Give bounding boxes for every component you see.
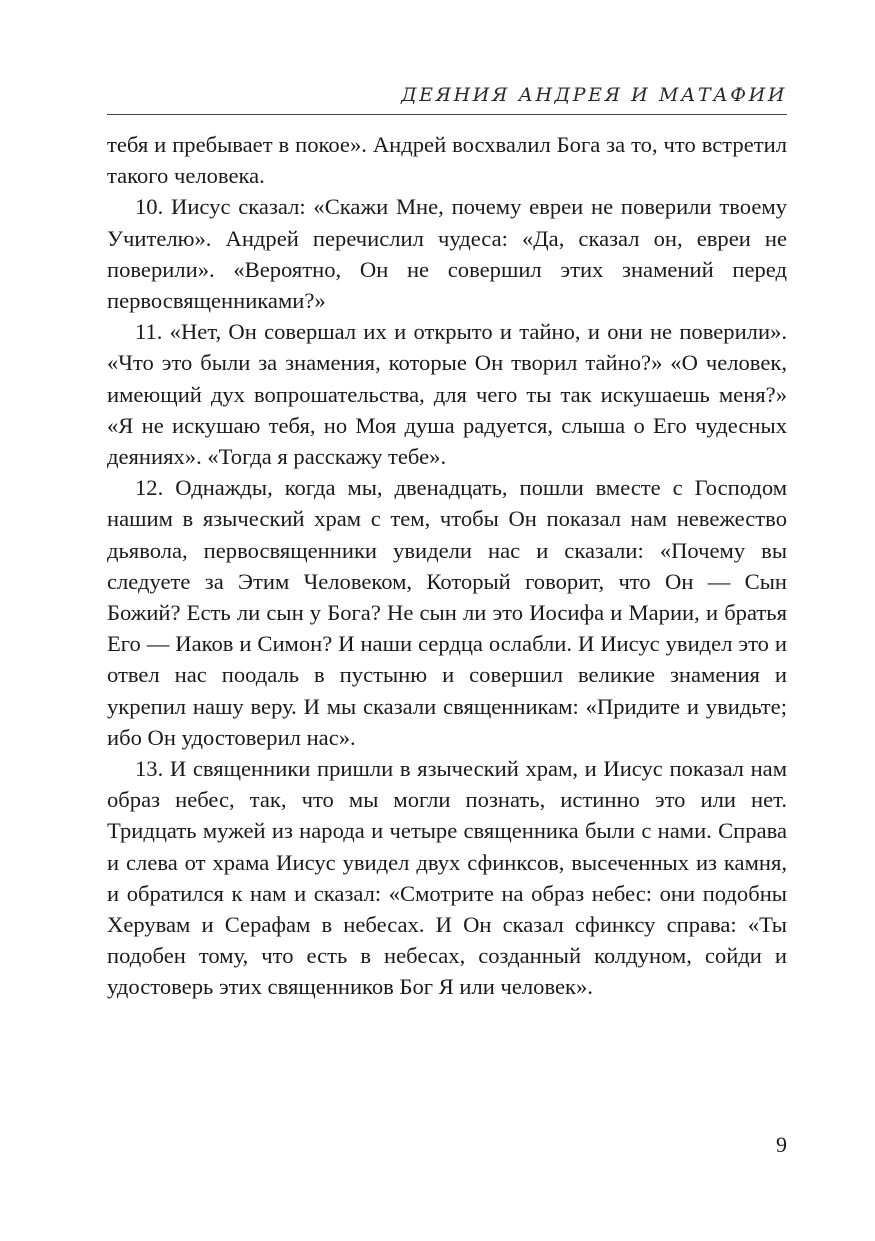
paragraph-10: 10. Иисус сказал: «Скажи Мне, почему евреи не поверили твоему Учителю». Андрей перечислил чудеса: «Да, сказал он, евреи не поверили». «Вероятно, Он не совершил этих знамений перед первосвященниками?»	[107, 194, 787, 314]
page-number: 9	[776, 1132, 787, 1157]
header-rule	[107, 114, 787, 115]
running-head-title: ДЕЯНИЯ АНДРЕЯ И МАТАФИИ	[401, 84, 787, 106]
paragraph-13: 13. И священники пришли в языческий храм, и Иисус показал нам образ небес, так, что мы могли познать, истинно это или нет. Тридцать мужей из народа и четыре священника были с нами. Справа и слева от храма Иисус увидел двух сфинксов, высеченных из камня, и обратился к нам и сказал: «Смотрите на образ небес: они подобны Херувам и Серафам в небесах. И Он сказал сфинксу справа: «Ты подобен тому, что есть в небесах, созданный колдуном, сойди и удостоверь этих священников Бог Я или человек».	[107, 756, 787, 1000]
paragraph-11: 11. «Нет, Он совершал их и открыто и тайно, и они не поверили». «Что это были за знамения, которые Он творил тайно?» «О человек, имеющий дух вопрошательства, для чего ты так искушаешь меня?» «Я не искушаю тебя, но Моя душа радуется, слыша о Его чудесных деяниях». «Тогда я расскажу тебе».	[107, 319, 787, 470]
page-body	[107, 129, 787, 1003]
paragraph-continuation: тебя и пребывает в покое». Андрей восхвалил Бога за то, что встретил такого человека.	[107, 132, 787, 189]
paragraph-12: 12. Однажды, когда мы, двенадцать, пошли вместе с Господом нашим в языческий храм с тем, чтобы Он показал нам невежество дьявола, первосвященники увидели нас и сказали: «Почему вы следуете за Этим Человеком, Который говорит, что Он — Сын Божий? Есть ли сын у Бога? Не сын ли это Иосифа и Марии, и братья Его — Иаков и Симон? И наши сердца ослабли. И Иисус увидел это и отвел нас поодаль в пустыню и совершил великие знамения и укрепил нашу веру. И мы сказали священникам: «Придите и увидьте; ибо Он удостоверил нас».	[107, 475, 787, 750]
